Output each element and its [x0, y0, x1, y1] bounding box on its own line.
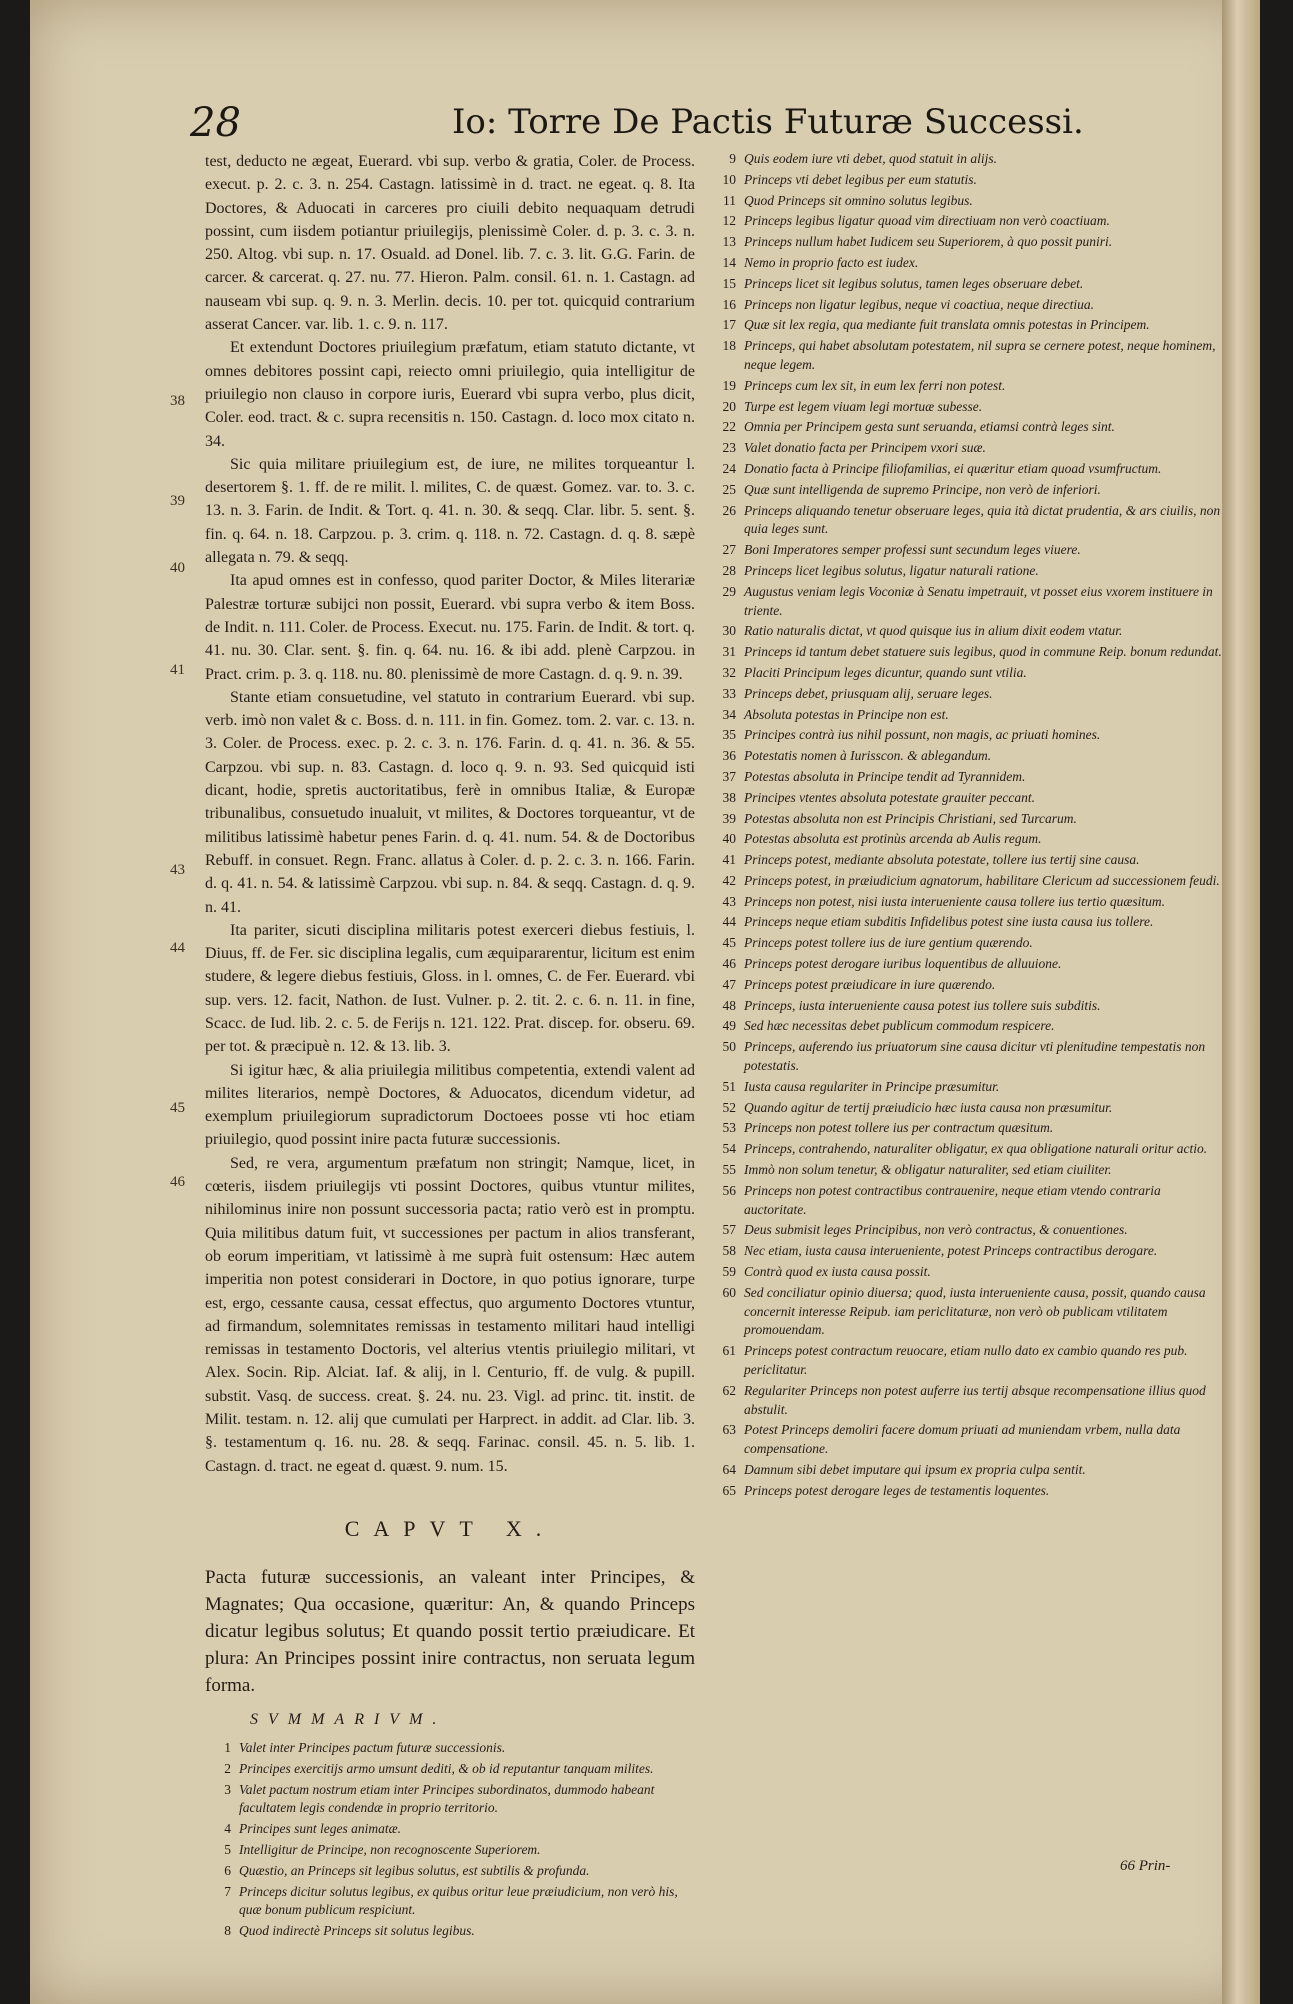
- summary-item-text: Princeps non potest tollere ius per contractum quæsitum.: [744, 1120, 1054, 1136]
- summary-item: [710, 1421, 1225, 1459]
- summary-item: [205, 1760, 695, 1779]
- summary-item: [205, 1820, 695, 1839]
- summary-item: [710, 418, 1225, 437]
- summary-item: [710, 1161, 1225, 1180]
- summary-item-text: Princeps legibus ligatur quoad vim directiuam non verò coactiuam.: [744, 213, 1110, 229]
- summary-item: [710, 562, 1225, 581]
- summary-item-number: 61: [722, 1343, 736, 1359]
- summary-item: [710, 622, 1225, 641]
- summary-item-number: 32: [722, 664, 736, 680]
- summary-item: [710, 872, 1225, 891]
- summary-item-text: Valet donatio facta per Principem vxori suæ.: [744, 440, 986, 456]
- summary-item: [710, 726, 1225, 745]
- summary-item-number: 59: [722, 1264, 736, 1280]
- summary-item-number: 3: [224, 1781, 231, 1797]
- summary-item-number: 40: [722, 831, 736, 847]
- summary-item-number: 13: [722, 234, 736, 250]
- summary-item: [710, 706, 1225, 725]
- summary-item: [710, 150, 1225, 169]
- summary-item-number: 4: [224, 1821, 231, 1837]
- summary-item-text: Boni Imperatores semper professi sunt secundum leges viuere.: [744, 542, 1081, 558]
- summary-item-number: 25: [722, 481, 736, 497]
- running-title: Io: Torre De Pactis Futuræ Successi.: [452, 102, 1084, 142]
- summary-item-text: Princeps non ligatur legibus, neque vi coactiua, neque directiua.: [744, 296, 1095, 312]
- summary-item-number: 54: [722, 1141, 736, 1157]
- summary-item: [710, 439, 1225, 458]
- body-paragraph: Ita apud omnes est in confesso, quod pariter Doctor, & Miles literariæ Palestræ torturæ subijci non possit, Euerard. vbi supra verbo & item Boss. de Indit. n. 111. Coler. de Process. Execut. nu. 175. Farin. de Indit. & tort. q. 41. nu. 30. Clar. sent. §. fin. q. 64. nu. 16. & ibi add. plenè Carpzou. in Pract. crim. p. 3. q. 118. nu. 80. plenissimè de more Castagn. d. q. 9. n. 39.: [205, 572, 695, 683]
- summary-item: [710, 1182, 1225, 1220]
- body-paragraph: Sic quia militare priuilegium est, de iure, ne milites torqueantur l. desertorem §. 1. ff. de re milit. l. milites, C. de quæst. Gomez. var. to. 3. c. 13. n. 3. Farin. de Indit. & Tort. q. 41. n. 30. & seqq. Clar. libr. 5. sent. §. fin. q. 64. n. 18. Carpzou. p. 3. crim. q. 118. n. 72. Castagn. d. q. 8. sæpè allegata n. 79. & seqq.: [205, 455, 695, 567]
- summary-item-text: Princeps non potest contractibus contrauenire, neque etiam vtendo contraria auctoritate.: [744, 1182, 1161, 1217]
- summary-item-text: Valet inter Principes pactum futuræ successionis.: [239, 1739, 506, 1755]
- summary-item-number: 38: [722, 789, 736, 805]
- summary-item: [205, 1883, 695, 1921]
- left-column: [205, 150, 695, 1943]
- summary-item: [710, 1099, 1225, 1118]
- summary-item-text: Damnum sibi debet imputare qui ipsum ex propria culpa sentit.: [744, 1462, 1086, 1477]
- summary-item-number: 12: [722, 213, 736, 229]
- summary-item-number: 24: [722, 460, 736, 476]
- margin-number: 46: [170, 1174, 185, 1190]
- right-column: [710, 150, 1225, 1503]
- summary-item-number: 28: [722, 562, 736, 578]
- summary-item-number: 55: [722, 1162, 736, 1178]
- summary-item: [710, 851, 1225, 870]
- summary-item-number: 14: [722, 254, 736, 270]
- summary-item-number: 62: [722, 1382, 736, 1398]
- chapter-heading: CAPVT X.: [344, 1515, 556, 1541]
- summarium-heading: SVMMARIVM.: [250, 1710, 447, 1728]
- summary-item: [710, 1221, 1225, 1240]
- summary-item-text: Sed conciliatur opinio diuersa; quod, iusta interueniente causa, possit, quando causa concernit interesse Reipub. iam periclitaturæ, non verò ob publicam vtilitatem promouendam.: [744, 1284, 1206, 1338]
- body-paragraph: Et extendunt Doctores priuilegium præfatum, etiam statuto dictante, vt omnes debitores possint capi, reiecto omni priuilegio, quia intelligitur de priuilegio non clauso in corpore iuris, Euerard vbi supra verbo, plus dicit, Coler. eod. tract. & c. supra recensitis n. 150. Castagn. d. loco mox citato n. 34.: [205, 339, 695, 450]
- summary-item: [710, 1140, 1225, 1159]
- summary-item-number: 7: [224, 1883, 231, 1899]
- summary-item-text: Princeps, contrahendo, naturaliter obligatur, ex qua obligatione naturali oritur actio.: [744, 1141, 1208, 1157]
- summary-item: [710, 254, 1225, 273]
- summary-item-number: 63: [722, 1422, 736, 1438]
- summary-item: [710, 810, 1225, 829]
- summary-item-number: 35: [722, 727, 736, 743]
- summary-item-text: Potestas absoluta est protinùs arcenda ab Aulis regum.: [744, 831, 1042, 847]
- page-number: 28: [190, 100, 241, 146]
- summary-item-text: Princeps, iusta interueniente causa potest ius tollere suis subditis.: [744, 997, 1101, 1013]
- summary-item-text: Princeps potest derogare iuribus loquentibus de alluuione.: [744, 956, 1062, 972]
- summary-item-text: Potest Princeps demoliri facere domum priuati ad muniendam vrbem, nulla data compensatione.: [744, 1422, 1181, 1457]
- summary-item-number: 17: [722, 317, 736, 333]
- summary-item-text: Princeps debet, priusquam alij, seruare leges.: [744, 685, 993, 701]
- margin-number: 41: [170, 662, 185, 678]
- summary-item-text: Quis eodem iure vti debet, quod statuit in alijs.: [744, 151, 997, 166]
- summary-item-number: 49: [722, 1018, 736, 1034]
- summary-item-number: 19: [722, 377, 736, 393]
- summary-item-text: Princeps, auferendo ius priuatorum sine causa dicitur vti plenitudine tempestatis non potestatis.: [744, 1039, 1206, 1074]
- summary-item: [710, 275, 1225, 294]
- summary-item: [710, 233, 1225, 252]
- summary-item: [710, 643, 1225, 662]
- summary-item: [710, 1119, 1225, 1138]
- summary-item: [710, 789, 1225, 808]
- summary-item-number: 37: [722, 768, 736, 784]
- body-paragraph: Ita pariter, sicuti disciplina militaris potest exerceri diebus festiuis, l. Diuus, ff. de Fer. sic disciplina legalis, cum æquipararentur, licitum est enim studere, & legere diebus festiuis, Gloss. in l. omnes, C. de Fer. Euerard. vbi sup. vers. 12. facit, Nathon. de Iust. Vulner. p. 2. tit. 2. c. 6. n. 11. in fine, Scacc. de Iud. lib. 2. c. 5. de Ferijs n. 121. 122. Prat. discep. for. obseru. 69. per tot. & præcipuè n. 12. & 13. lib. 3.: [205, 921, 695, 1056]
- summary-item-text: Donatio facta à Principe filiofamilias, ei quæritur etiam quoad vsumfructum.: [744, 460, 1162, 476]
- summary-item: [710, 893, 1225, 912]
- summary-item-text: Absoluta potestas in Principe non est.: [744, 706, 949, 722]
- summary-item: [710, 768, 1225, 787]
- summary-item-text: Immò non solum tenetur, & obligatur naturaliter, sed etiam ciuiliter.: [744, 1162, 1112, 1178]
- summary-item-text: Princeps potest derogare leges de testamentis loquentes.: [744, 1482, 1050, 1498]
- summary-item-text: Intelligitur de Principe, non recognoscente Superiorem.: [239, 1841, 541, 1857]
- summary-item: [710, 976, 1225, 995]
- summary-item-text: Omnia per Principem gesta sunt seruanda, etiamsi contrà leges sint.: [744, 419, 1115, 435]
- summary-item-text: Princeps cum lex sit, in eum lex ferri non potest.: [744, 377, 1006, 393]
- summary-item-text: Sed hæc necessitas debet publicum commodum respicere.: [744, 1018, 1055, 1034]
- summary-item: [710, 685, 1225, 704]
- summary-item: [710, 997, 1225, 1016]
- margin-number: 39: [170, 493, 185, 509]
- body-paragraph: Stante etiam consuetudine, vel statuto in contrarium Euerard. vbi sup. verb. imò non valet & c. Boss. d. n. 111. in fin. Gomez. tom. 2. var. c. 13. n. 3. Coler. de Process. exec. p. 2. c. 3. n. 176. Farin. d. q. 41. n. 36. & 55. Carpzou. vbi sup. n. 83. Castagn. d. loco q. 9. n. 93. Sed quicquid isti dicant, hodie, spretis auctoritatibus, ferè in omnibus Italiæ, & Europæ tribunalibus, consuetudo inualuit, vt milites, & Doctores torqueantur, vt de militibus latissimè habetur penes Farin. d. q. 41. num. 54. & de Doctoribus Rebuff. in consuet. Regn. Franc. allatus à Coler. d. p. 2. c. 3. n. 166. Farin. d. q. 41. n. 54. & latissimè Carpzou. vbi sup. n. 84. & seqq. Castagn. d. q. 9. n. 41.: [205, 688, 695, 916]
- summary-item-number: 65: [722, 1482, 736, 1498]
- summary-item-text: Princeps potest tollere ius de iure gentium quærendo.: [744, 935, 1033, 951]
- summary-item-text: Contrà quod ex iusta causa possit.: [744, 1264, 931, 1280]
- summary-item-text: Princeps licet legibus solutus, ligatur naturali ratione.: [744, 562, 1039, 578]
- summary-item-text: Principes sunt leges animatæ.: [239, 1821, 401, 1837]
- summary-item: [205, 1739, 695, 1758]
- summary-item: [710, 502, 1225, 540]
- summary-item-number: 9: [729, 151, 736, 166]
- summary-item: [710, 192, 1225, 211]
- summary-item-text: Iusta causa regulariter in Principe præsumitur.: [744, 1078, 1000, 1094]
- summary-item-text: Nemo in proprio facto est iudex.: [744, 254, 919, 270]
- chapter-summary: Pacta futuræ successionis, an valeant inter Principes, & Magnates; Qua occasione, quæritur: An, & quando Princeps dicatur legibus solutus; Et quando possit tertio præiudicare. Et plura: An Principes possint inire contractus, non seruata legum forma.: [205, 1566, 695, 1696]
- summary-item: [710, 664, 1225, 683]
- summary-item-text: Quæ sit lex regia, qua mediante fuit translata omnis potestas in Principem.: [744, 317, 1150, 333]
- summary-item-text: Princeps non potest, nisi iusta interueniente causa tollere ius tertio quæsitum.: [744, 893, 1165, 909]
- summary-item-text: Valet pactum nostrum etiam inter Principes subordinatos, dummodo habeant facultatem legis condendæ in proprio territorio.: [239, 1781, 655, 1816]
- summary-item-number: 6: [224, 1862, 231, 1878]
- summary-item: [710, 830, 1225, 849]
- summary-item-text: Potestas absoluta in Principe tendit ad Tyrannidem.: [744, 768, 1026, 784]
- summary-item: [710, 337, 1225, 375]
- summary-item-text: Quod indirectè Princeps sit solutus legibus.: [239, 1923, 475, 1939]
- summary-item-number: 44: [722, 914, 736, 930]
- margin-number: 43: [170, 862, 185, 878]
- summary-item-text: Ratio naturalis dictat, vt quod quisque ius in alium dixit eodem vtatur.: [744, 623, 1123, 639]
- summary-item: [710, 296, 1225, 315]
- summary-item: [710, 377, 1225, 396]
- summary-item-number: 53: [722, 1120, 736, 1136]
- summary-item-number: 10: [722, 171, 736, 187]
- summary-item-number: 64: [722, 1462, 736, 1477]
- summary-item-text: Augustus veniam legis Voconiæ à Senatu impetrauit, vt posset eius vxorem instituere in triente.: [744, 583, 1213, 618]
- summary-item: [710, 1263, 1225, 1282]
- summary-item-text: Principes contrà ius nihil possunt, non magis, ac priuati homines.: [744, 727, 1101, 743]
- summary-item-text: Quod Princeps sit omnino solutus legibus.: [744, 192, 973, 208]
- summary-item-number: 5: [224, 1841, 231, 1857]
- summary-item: [710, 1017, 1225, 1036]
- page-gutter: [1222, 0, 1260, 2004]
- summary-item: [205, 1922, 695, 1941]
- summary-item-number: 34: [722, 706, 736, 722]
- summary-item-number: 43: [722, 893, 736, 909]
- summary-item-number: 29: [722, 583, 736, 599]
- summary-item: [710, 1078, 1225, 1097]
- summary-item-text: Placiti Principum leges dicuntur, quando sunt vtilia.: [744, 664, 1027, 680]
- summary-item-text: Princeps potest præiudicare in iure quærendo.: [744, 976, 996, 992]
- margin-number: 45: [170, 1100, 185, 1116]
- summary-item: [710, 541, 1225, 560]
- summary-item: [710, 398, 1225, 417]
- summary-item-number: 42: [722, 872, 736, 888]
- summary-item-number: 58: [722, 1243, 736, 1259]
- summary-item-number: 1: [224, 1739, 231, 1755]
- summary-item-number: 50: [722, 1039, 736, 1055]
- summary-item-text: Princeps potest contractum reuocare, etiam nullo dato ex cambio quando res pub. periclitatur.: [744, 1343, 1188, 1378]
- summary-item-number: 8: [224, 1923, 231, 1939]
- summary-item-number: 2: [224, 1760, 231, 1776]
- summary-item-number: 56: [722, 1182, 736, 1198]
- summary-item-text: Turpe est legem viuam legi mortuæ subesse.: [744, 398, 983, 414]
- summary-item: [710, 460, 1225, 479]
- summary-item-text: Princeps dicitur solutus legibus, ex quibus oritur leue præiudicium, non verò his, quæ bonum publicum respiciunt.: [239, 1883, 678, 1918]
- summary-item-text: Princeps licet sit legibus solutus, tamen leges obseruare debet.: [744, 275, 1084, 291]
- summary-item-text: Princeps neque etiam subditis Infidelibus potest sine iusta causa ius tollere.: [744, 914, 1154, 930]
- summary-item-text: Princeps id tantum debet statuere suis legibus, quod in commune Reip. bonum redundat.: [744, 644, 1222, 660]
- summary-item-text: Princeps potest, mediante absoluta potestate, tollere ius tertij sine causa.: [744, 852, 1140, 868]
- summary-item-number: 57: [722, 1222, 736, 1238]
- summary-item-number: 36: [722, 748, 736, 764]
- summary-item-text: Regulariter Princeps non potest auferre ius tertij absque recompensatione illius quod abstulit.: [744, 1382, 1206, 1417]
- summary-item: [710, 1342, 1225, 1380]
- margin-number: 44: [170, 940, 185, 956]
- summary-item-number: 20: [722, 398, 736, 414]
- summary-item: [710, 934, 1225, 953]
- summary-item: [710, 913, 1225, 932]
- summary-item-text: Quæstio, an Princeps sit legibus solutus, est subtilis & profunda.: [239, 1862, 590, 1878]
- body-paragraph: Si igitur hæc, & alia priuilegia militibus competentia, extendi valent ad milites literarios, nempè Doctores, & Aduocatos, dicendum videtur, ad exemplum priuilegiorum supradictorum Doctoees posse vti hoc etiam priuilegio, quod possint inire pacta futuræ successionis.: [205, 1061, 695, 1149]
- summary-item-number: 26: [722, 502, 736, 518]
- summary-item-number: 46: [722, 956, 736, 972]
- summary-item-number: 22: [722, 419, 736, 435]
- summary-item-number: 18: [722, 338, 736, 354]
- summary-item: [205, 1841, 695, 1860]
- summary-item-number: 45: [722, 935, 736, 951]
- summary-item: [710, 481, 1225, 500]
- page-header: [190, 100, 1190, 150]
- summary-item-text: Nec etiam, iusta causa interueniente, potest Princeps contractibus derogare.: [744, 1243, 1158, 1259]
- margin-number: 40: [170, 560, 185, 576]
- summary-item-number: 23: [722, 440, 736, 456]
- summary-item-number: 51: [722, 1078, 736, 1094]
- summary-item: [710, 955, 1225, 974]
- summary-item: [710, 212, 1225, 231]
- summary-item-text: Princeps nullum habet Iudicem seu Superiorem, à quo possit puniri.: [744, 234, 1113, 250]
- summary-list-right: [710, 150, 1225, 1501]
- summary-item: [205, 1781, 695, 1819]
- summary-item-text: Deus submisit leges Principibus, non verò contractus, & conuentiones.: [744, 1222, 1128, 1238]
- summary-item-text: Quæ sunt intelligenda de supremo Principe, non verò de inferiori.: [744, 481, 1101, 497]
- summary-item-text: Princeps vti debet legibus per eum statutis.: [744, 171, 977, 187]
- catchword: 66 Prin-: [1120, 1858, 1171, 1874]
- summary-item-number: 16: [722, 296, 736, 312]
- summary-item: [710, 171, 1225, 190]
- summary-item-number: 30: [722, 623, 736, 639]
- summary-item-number: 41: [722, 852, 736, 868]
- summary-item-number: 48: [722, 997, 736, 1013]
- summary-item-text: Principes vtentes absoluta potestate grauiter peccant.: [744, 789, 1035, 805]
- summary-list-left: [205, 1739, 695, 1941]
- summary-item-text: Potestatis nomen à Iurisscon. & ablegandum.: [744, 748, 992, 764]
- summary-item: [710, 1284, 1225, 1340]
- summary-item-text: Principes exercitijs armo umsunt dediti, & ob id reputantur tanquam milites.: [239, 1760, 654, 1776]
- summary-item-number: 11: [723, 192, 736, 208]
- summary-item-text: Princeps, qui habet absolutam potestatem, nil supra se cernere potest, neque hominem, neque legem.: [744, 338, 1216, 372]
- summary-item: [710, 1482, 1225, 1501]
- summary-item: [710, 1242, 1225, 1261]
- summary-item-number: 39: [722, 810, 736, 826]
- summary-item: [710, 1461, 1225, 1480]
- summary-item-number: 60: [722, 1284, 736, 1300]
- summary-item-number: 47: [722, 976, 736, 992]
- summary-item-text: Princeps potest, in præiudicium agnatorum, habilitare Clericum ad successionem feudi.: [744, 872, 1220, 888]
- summary-item-text: Quando agitur de tertij præiudicio hæc iusta causa non præsumitur.: [744, 1099, 1113, 1115]
- summary-item-number: 33: [722, 685, 736, 701]
- summary-item: [710, 747, 1225, 766]
- summary-item-number: 27: [722, 542, 736, 558]
- margin-number: 38: [170, 393, 185, 409]
- summary-item: [205, 1862, 695, 1881]
- summary-item-text: Potestas absoluta non est Principis Christiani, sed Turcarum.: [744, 810, 1077, 826]
- body-paragraph: Sed, re vera, argumentum præfatum non stringit; Namque, licet, in cœteris, iisdem priuilegijs vti possint Doctores, quibus vtuntur milites, nihilominus inire non possunt successoria pacta; ratio verò est in promptu. Quia militibus datum fuit, vt successiones per pactum in alios transferant, ob eorum imperitiam, vt latissimè à me suprà fuit ostensum: Hæc autem imperitia non potest considerari in Doctore, in quo potius ignorare, turpe est, ergo, cessante causa, cessat effectus, quo argumento Doctores vtuntur, ad firmandum, solemnitates remissas in testamento militari haud intelligi remissas in testamento Doctoris, vel alterius vtentis priuilegio militari, vt Alex. Socin. Rip. Alciat. Iaf. & alij, in l. Centurio, ff. de vulg. & pupill. substit. Vasq. de success. creat. §. 24. nu. 23. Vigl. ad princ. tit. instit. de Milit. testam. n. 12. alij que cumulati per Harprect. in addit. ad Clar. lib. 3. §. testamentum q. 16. nu. 28. & seqq. Farinac. consil. 45. n. 5. lib. 1. Castagn. d. tract. ne egeat d. quæst. 9. num. 15.: [205, 1154, 695, 1475]
- summary-item-number: 15: [722, 275, 736, 291]
- summary-item-text: Princeps aliquando tenetur obseruare leges, quia ità dictat prudentia, & ars ciuilis, non quia leges sunt.: [744, 502, 1221, 537]
- summary-item: [710, 1382, 1225, 1420]
- summary-item: [710, 316, 1225, 335]
- summary-item-number: 31: [722, 644, 736, 660]
- summary-item-number: 52: [722, 1099, 736, 1115]
- summary-item: [710, 1038, 1225, 1076]
- summary-item: [710, 583, 1225, 621]
- body-paragraph: test, deducto ne ægeat, Euerard. vbi sup. verbo & gratia, Coler. de Process. execut. p. 2. c. 3. n. 254. Castagn. latissimè in d. tract. ne egeat. q. 8. Ita Doctores, & Aduocati in carceres pro ciuili debito nequaquam detrudi possint, cum iisdem potiantur priuilegijs, plenissimè Coler. d. p. 3. c. 3. n. 250. Altog. vbi sup. n. 17. Osuald. ad Donel. lib. 7. c. 3. lit. G.G. Farin. de carcer. & carcerat. q. 27. nu. 77. Hieron. Palm. consil. 61. n. 1. Castagn. ad nauseam vbi sup. q. 9. n. 3. Merlin. decis. 10. per tot. quicquid contrarium asserat Cancer. var. lib. 1. c. 9. n. 117.: [205, 153, 695, 334]
